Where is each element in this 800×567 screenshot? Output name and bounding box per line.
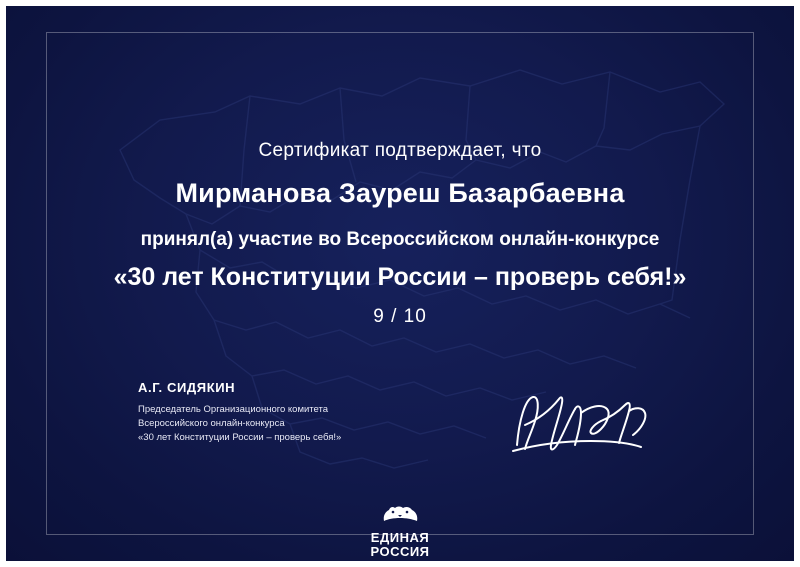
logo-text	[0, 531, 800, 558]
participation-line: принял(а) участие во Всероссийском онлайн-конкурсе	[140, 229, 660, 250]
signer-role-line-2: Всероссийского онлайн-конкурса	[138, 417, 285, 429]
score-value: 9 / 10	[373, 306, 427, 327]
handwritten-signature-icon	[505, 385, 655, 460]
page-edge-right	[794, 0, 800, 567]
bear-emblem-icon	[378, 503, 422, 527]
signer-name: А.Г. СИДЯКИН	[138, 380, 236, 395]
page-edge-top	[0, 0, 800, 6]
party-logo	[0, 503, 800, 567]
signer-role-line-1: Председатель Организационного комитета	[138, 404, 329, 415]
contest-title: «30 лет Конституции России – проверь себя!»	[113, 263, 687, 291]
signature-block	[138, 380, 438, 444]
signer-role	[138, 403, 438, 444]
recipient-name: Мирманова Зауреш Базарбаевна	[175, 178, 625, 208]
page-edge-bottom	[0, 561, 800, 567]
confirms-line: Сертификат подтверждает, что	[258, 140, 542, 161]
signer-role-line-3: «30 лет Конституции России – проверь себя!»	[138, 431, 342, 443]
logo-line-1: ЕДИНАЯ	[370, 530, 430, 545]
logo-line-2: РОССИЯ	[370, 543, 430, 559]
page-edge-left	[0, 0, 6, 567]
